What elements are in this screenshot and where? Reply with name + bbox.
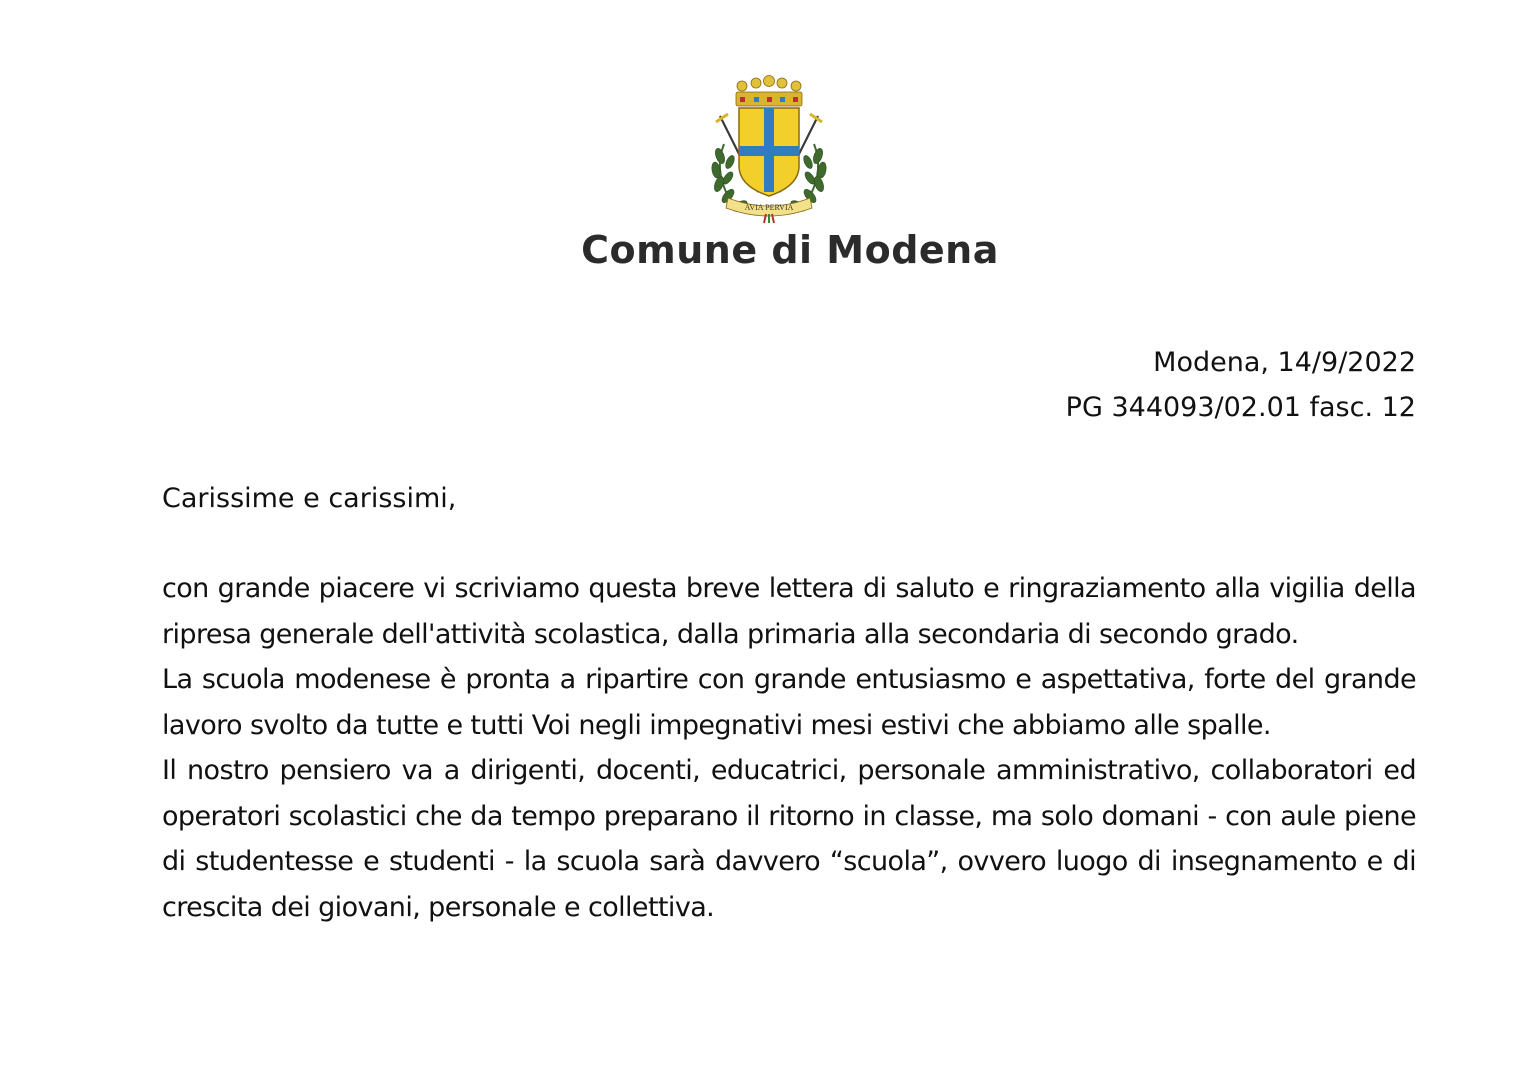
motto-ribbon	[726, 198, 812, 223]
salutation: Carissime e carissimi,	[162, 483, 457, 514]
coat-of-arms-logo	[706, 74, 832, 224]
municipality-name: Comune di Modena	[581, 228, 999, 272]
letter-body	[162, 566, 1416, 930]
shield	[739, 108, 799, 196]
protocol-number: PG 344093/02.01 fasc. 12	[1065, 392, 1416, 423]
mural-crown	[736, 76, 802, 107]
body-paragraph: Il nostro pensiero va a dirigenti, docenti, educatrici, personale amministrativo, collaboratori ed operatori scolastici che da tempo preparano il ritorno in classe, ma solo domani - con aule piene di studentesse e studenti - la scuola sarà davvero “scuola”, ovvero luogo di insegnamento e di crescita dei giovani, personale e collettiva.	[162, 755, 1416, 923]
letter-meta	[1066, 340, 1416, 430]
crest-motto-text: AVIA PERVIA	[744, 203, 794, 212]
place-date: Modena, 14/9/2022	[1153, 347, 1416, 378]
body-paragraph: con grande piacere vi scriviamo questa breve lettera di saluto e ringraziamento alla vigilia della ripresa generale dell'attività scolastica, dalla primaria alla secondaria di secondo grado.	[162, 573, 1416, 650]
letterhead	[0, 74, 1538, 224]
body-paragraph: La scuola modenese è pronta a ripartire con grande entusiasmo e aspettativa, forte del grande lavoro svolto da tutte e tutti Voi negli impegnativi mesi estivi che abbiamo alle spalle.	[162, 664, 1416, 741]
